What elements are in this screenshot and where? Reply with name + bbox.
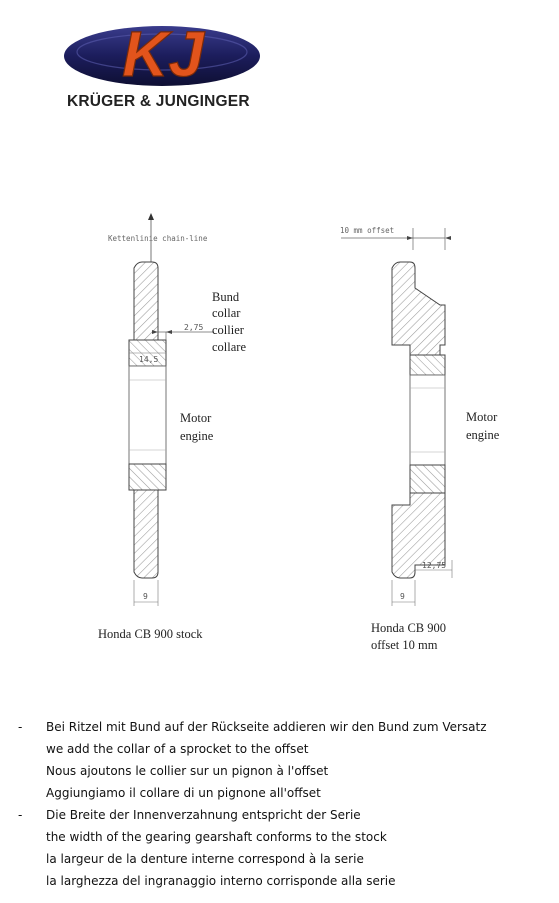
note-2-it: la larghezza del ingranaggio interno corrisponde alla serie bbox=[46, 874, 396, 888]
upper-disc bbox=[134, 262, 158, 340]
right-caption-1: offset 10 mm bbox=[371, 638, 438, 652]
right-caption-0: Honda CB 900 bbox=[371, 621, 446, 635]
left-collar-dim: 2,75 bbox=[184, 323, 204, 332]
notes bbox=[18, 716, 487, 892]
right-upper-hub bbox=[410, 355, 445, 375]
hub-bore bbox=[129, 366, 166, 464]
right-engine-label-0: Motor bbox=[466, 410, 498, 424]
left-collar-label-1: collar bbox=[212, 306, 241, 320]
chainline-label: Kettenlinie chain-line bbox=[108, 234, 208, 243]
note-1-en: we add the collar of a sprocket to the offset bbox=[46, 742, 309, 756]
right-engine-label-1: engine bbox=[466, 428, 500, 442]
note-text: Bei Ritzel mit Bund auf der Rückseite addieren wir den Bund zum Versatz bbox=[46, 720, 487, 734]
right-sprocket bbox=[340, 226, 500, 652]
left-hub-dim: 14,5 bbox=[139, 355, 159, 364]
left-collar-label-3: collare bbox=[212, 340, 247, 354]
right-lower-hub bbox=[410, 465, 445, 493]
offset-label: 10 mm offset bbox=[340, 226, 395, 235]
note-1-fr: Nous ajoutons le collier sur un pignon à l'offset bbox=[46, 764, 329, 778]
note-2 bbox=[18, 804, 487, 826]
lower-hub bbox=[129, 464, 166, 490]
right-hub-bore bbox=[410, 375, 445, 465]
left-sprocket bbox=[98, 213, 246, 641]
right-tooth-dim: 9 bbox=[400, 592, 405, 601]
note-text: Die Breite der Innenverzahnung entspricht der Serie bbox=[46, 808, 361, 822]
left-tooth-dim: 9 bbox=[143, 592, 148, 601]
left-caption: Honda CB 900 stock bbox=[98, 627, 203, 641]
right-collar-dim: 12,75 bbox=[422, 561, 447, 570]
right-upper-body bbox=[392, 262, 445, 370]
note-1-it: Aggiungiamo il collare di un pignone all'offset bbox=[46, 786, 321, 800]
note-2-en: the width of the gearing gearshaft conforms to the stock bbox=[46, 830, 387, 844]
note-dash: - bbox=[18, 808, 23, 822]
left-engine-label-1: engine bbox=[180, 429, 214, 443]
logo-letters: KJ bbox=[122, 18, 204, 90]
left-collar-label-2: collier bbox=[212, 323, 244, 337]
lower-disc bbox=[134, 490, 158, 578]
left-engine-label-0: Motor bbox=[180, 411, 212, 425]
left-collar-label-0: Bund bbox=[212, 290, 240, 304]
brand-name: KRÜGER & JUNGINGER bbox=[67, 93, 250, 110]
note-dash: - bbox=[18, 720, 23, 734]
note-1 bbox=[18, 716, 487, 738]
note-2-fr: la largeur de la denture interne correspond à la serie bbox=[46, 852, 364, 866]
